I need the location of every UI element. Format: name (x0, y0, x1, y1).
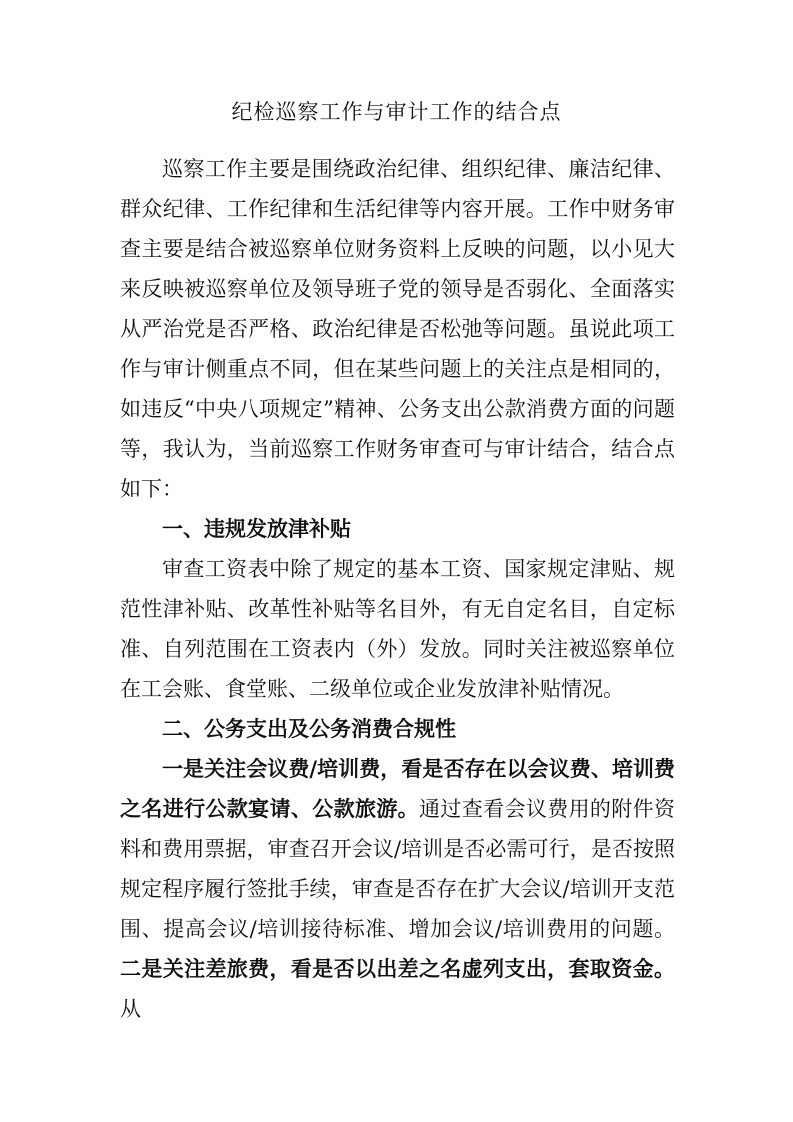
point-2-emphasis: 二是关注差旅费，看是否以出差之名虚列支出，套取资金。 (120, 956, 675, 981)
point-2-text: 从 (120, 997, 141, 1021)
section-1-paragraph: 审查工资表中除了规定的基本工资、国家规定津贴、规范性津补贴、改革性补贴等名目外，有无自定名目，自定标准、自列范围在工资表内（外）发放。同时关注被巡察单位在工会账、食堂账、二级单位或企业发放津补贴情况。 (120, 557, 675, 701)
point-1-text: 通过查看会议费用的附件资料和费用票据，审查召开会议/培训是否必需可行，是否按照规定程序履行签批手续，审查是否存在扩大会议/培训开支范围、提高会议/培训接待标准、增加会议/培训费用的问题。 (120, 797, 676, 941)
document-title: 纪检巡察工作与审计工作的结合点 (231, 100, 562, 124)
point-1-emphasis: 一是关注会议费/培训费，看是否存在以会议费、培训费之名进行公款宴请、公款旅游。 (120, 756, 675, 821)
document-body (120, 149, 675, 1029)
section-2-paragraph (120, 749, 675, 1029)
intro-paragraph: 巡察工作主要是围绕政治纪律、组织纪律、廉洁纪律、群众纪律、工作纪律和生活纪律等内容开展。工作中财务审查主要是结合被巡察单位财务资料上反映的问题，以小见大来反映被巡察单位及领导班子党的领导是否弱化、全面落实从严治党是否严格、政治纪律是否松弛等问题。虽说此项工作与审计侧重点不同，但在某些问题上的关注点是相同的，如违反“中央八项规定”精神、公务支出公款消费方面的问题等，我认为，当前巡察工作财务审查可与审计结合，结合点如下： (120, 157, 675, 501)
section-2-heading: 二、公务支出及公务消费合规性 (162, 716, 456, 741)
section-1-heading: 一、违规发放津补贴 (162, 516, 351, 541)
